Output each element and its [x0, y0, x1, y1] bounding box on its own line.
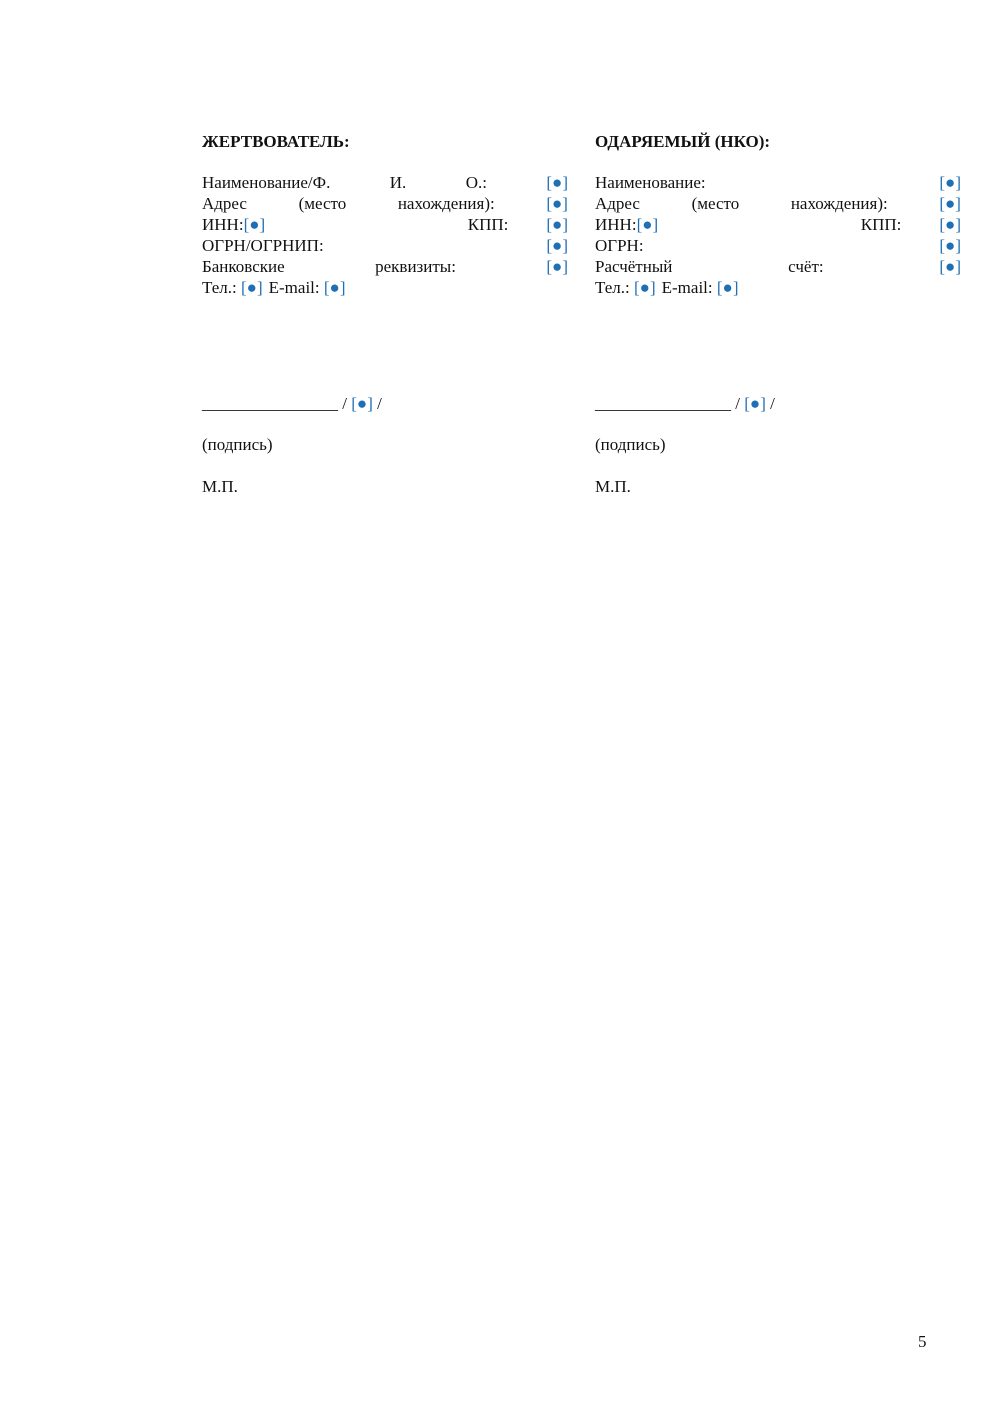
placeholder-field[interactable]: [ ● ] — [634, 277, 656, 298]
placeholder-field[interactable]: [ ● ] — [939, 235, 961, 256]
page-number: 5 — [918, 1332, 927, 1351]
signature-blank[interactable]: ________________ — [202, 394, 338, 413]
placeholder-field[interactable]: [ ● ] — [351, 394, 373, 413]
donor-name-line: Наименование/Ф. И. О.: [ ● ] — [202, 172, 568, 193]
placeholder-field[interactable]: [ ● ] — [546, 172, 568, 193]
placeholder-field[interactable]: [ ● ] — [244, 214, 266, 235]
recipient-column — [595, 130, 961, 298]
placeholder-field[interactable]: [ ● ] — [744, 394, 766, 413]
placeholder-field[interactable]: [ ● ] — [637, 214, 659, 235]
recipient-heading: ОДАРЯЕМЫЙ (НКО): — [595, 132, 771, 151]
donor-bank-line: Банковские реквизиты: [ ● ] — [202, 256, 568, 277]
donor-signature-line: ________________ / [ ● ] / — [202, 393, 382, 415]
donor-ogrn-line: ОГРН/ОГРНИП: [ ● ] — [202, 235, 568, 256]
placeholder-field[interactable]: [ ● ] — [241, 277, 263, 298]
placeholder-field[interactable]: [ ● ] — [939, 256, 961, 277]
recipient-stamp-label: М.П. — [595, 477, 631, 496]
placeholder-field[interactable]: [ ● ] — [324, 277, 346, 298]
donor-inn-kpp-line: ИНН: [ ● ] КПП: [ ● ] — [202, 214, 568, 235]
placeholder-field[interactable]: [ ● ] — [546, 193, 568, 214]
donor-stamp-label: М.П. — [202, 477, 238, 496]
recipient-name-line: Наименование: [ ● ] — [595, 172, 961, 193]
recipient-inn-kpp-line: ИНН: [ ● ] КПП: [ ● ] — [595, 214, 961, 235]
recipient-signature-caption: (подпись) — [595, 435, 666, 454]
placeholder-field[interactable]: [ ● ] — [939, 214, 961, 235]
placeholder-field[interactable]: [ ● ] — [546, 256, 568, 277]
recipient-address-line: Адрес (место нахождения): [ ● ] — [595, 193, 961, 214]
placeholder-field[interactable]: [ ● ] — [939, 193, 961, 214]
donor-column — [202, 130, 568, 298]
recipient-ogrn-line: ОГРН: [ ● ] — [595, 235, 961, 256]
placeholder-field[interactable]: [ ● ] — [546, 235, 568, 256]
recipient-contacts-line: Тел.: [ ● ] E-mail: [ ● ] — [595, 277, 961, 298]
placeholder-field[interactable]: [ ● ] — [717, 277, 739, 298]
recipient-account-line: Расчётный счёт: [ ● ] — [595, 256, 961, 277]
placeholder-field[interactable]: [ ● ] — [546, 214, 568, 235]
donor-signature-caption: (подпись) — [202, 435, 273, 454]
donor-contacts-line: Тел.: [ ● ] E-mail: [ ● ] — [202, 277, 568, 298]
donor-address-line: Адрес (место нахождения): [ ● ] — [202, 193, 568, 214]
signature-blank[interactable]: ________________ — [595, 394, 731, 413]
donor-heading: ЖЕРТВОВАТЕЛЬ: — [202, 132, 350, 151]
recipient-signature-line: ________________ / [ ● ] / — [595, 393, 775, 415]
placeholder-field[interactable]: [ ● ] — [939, 172, 961, 193]
